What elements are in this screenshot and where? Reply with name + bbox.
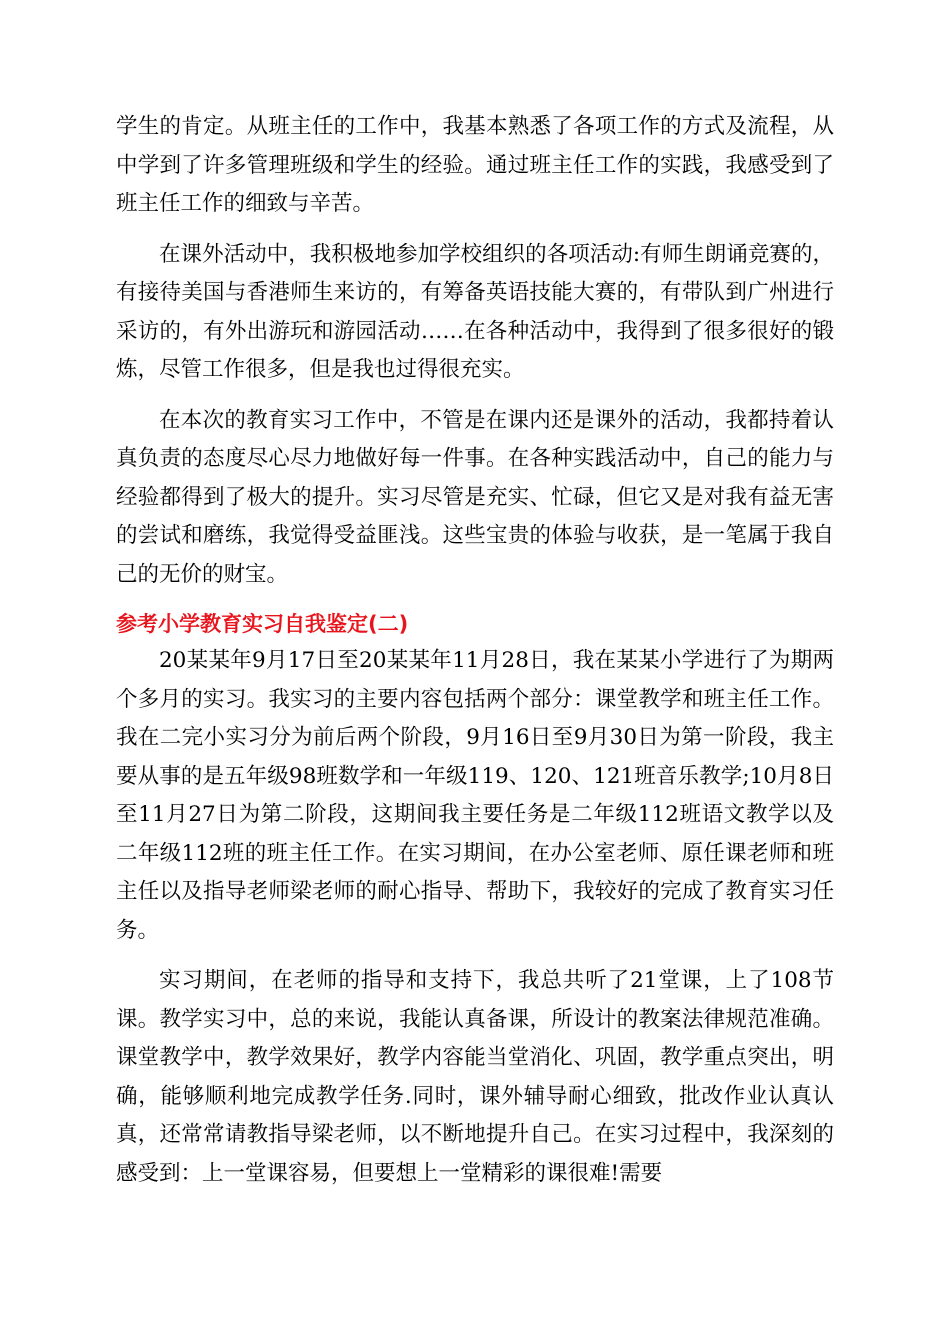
section-heading: 参考小学教育实习自我鉴定(二) (116, 612, 409, 636)
paragraph-summary: 在本次的教育实习工作中，不管是在课内还是课外的活动，我都持着认真负责的态度尽心尽力地做好每一件事。在各种实践活动中，自己的能力与经验都得到了极大的提升。实习尽管是充实、忙碌，但它又是对我有益无害的尝试和磨练，我觉得受益匪浅。这些宝贵的体验与收获，是一笔属于我自己的无价的财宝。 (116, 407, 834, 587)
paragraph-internship-overview: 20某某年9月17日至20某某年11月28日，我在某某小学进行了为期两个多月的实习。我实习的主要内容包括两个部分：课堂教学和班主任工作。我在二完小实习分为前后两个阶段，9月16日至9月30日为第一阶段，我主要从事的是五年级98班数学和一年级119、120、121班音乐教学;10月8日至11月27日为第二阶段，这期间我主要任务是二年级112班语文教学以及二年级112班的班主任工作。在实习期间，在办公室老师、原任课老师和班主任以及指导老师梁老师的耐心指导、帮助下，我较好的完成了教育实习任务。 (116, 648, 834, 943)
paragraph-extracurricular: 在课外活动中，我积极地参加学校组织的各项活动:有师生朗诵竞赛的，有接待美国与香港师生来访的，有筹备英语技能大赛的，有带队到广州进行采访的，有外出游玩和游园活动……在各种活动中，我得到了很多很好的锻炼，尽管工作很多，但是我也过得很充实。 (116, 241, 834, 382)
paragraph-continuation: 学生的肯定。从班主任的工作中，我基本熟悉了各项工作的方式及流程，从中学到了许多管理班级和学生的经验。通过班主任工作的实践，我感受到了班主任工作的细致与辛苦。 (116, 114, 834, 216)
paragraph-teaching-practice: 实习期间，在老师的指导和支持下，我总共听了21堂课，上了108节课。教学实习中，总的来说，我能认真备课，所设计的教案法律规范准确。课堂教学中，教学效果好，教学内容能当堂消化、巩固，教学重点突出，明确，能够顺利地完成教学任务.同时，课外辅导耐心细致，批改作业认真认真，还常常请教指导梁老师，以不断地提升自己。在实习过程中，我深刻的感受到：上一堂课容易，但要想上一堂精彩的课很难!需要 (116, 968, 834, 1186)
document-body (116, 108, 834, 1193)
